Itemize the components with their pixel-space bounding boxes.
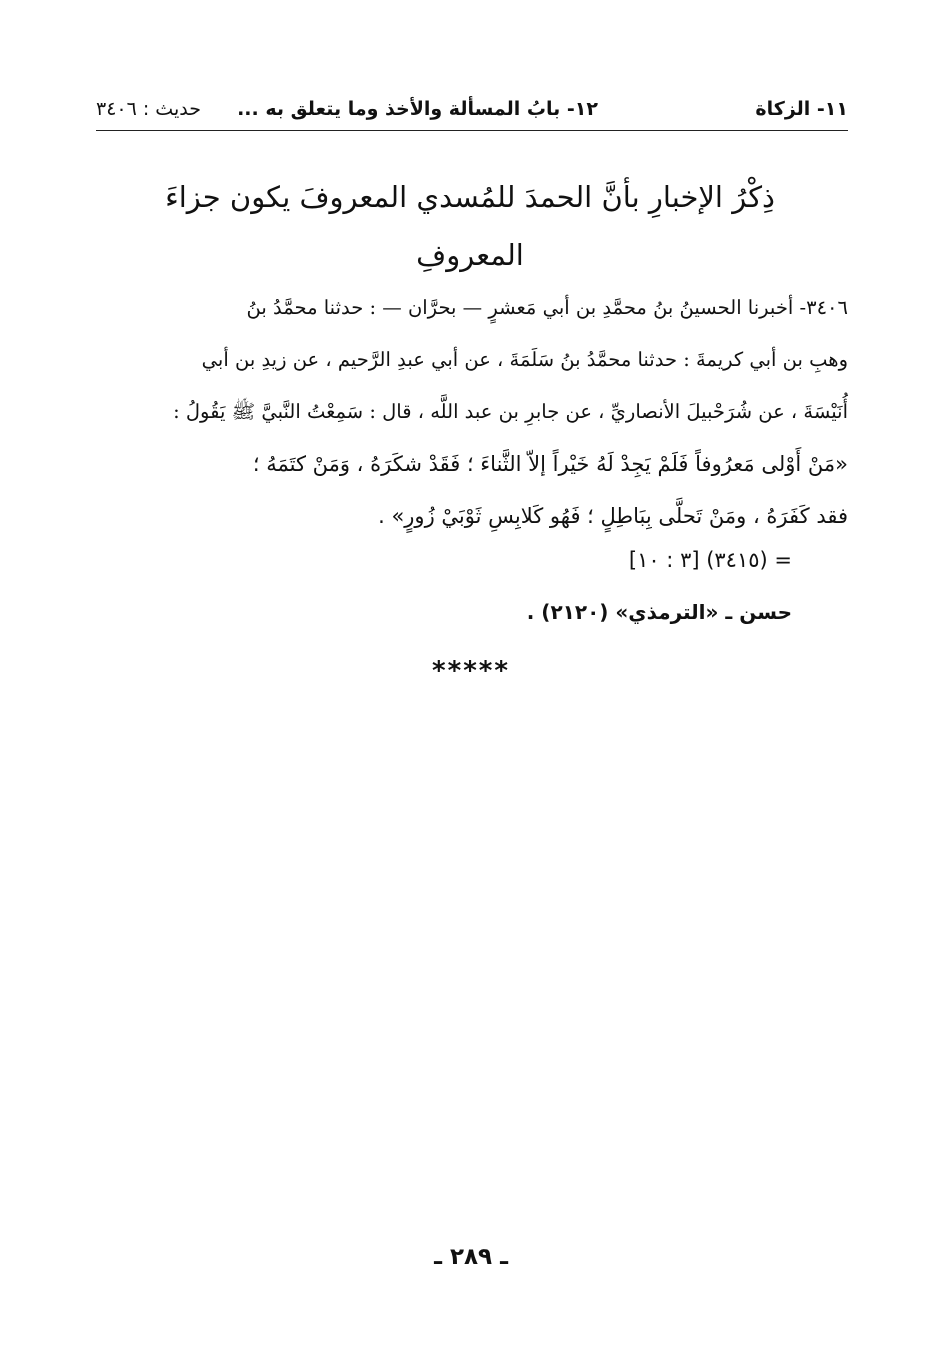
- body-line-4: «مَنْ أَوْلى مَعرُوفاً فَلَمْ يَجِدْ لَهُ خَيْراً إلاّ الثَّناءَ ؛ فَقَدْ شكَرَهُ ، وَمَنْ كتَمَهُ ؛: [252, 452, 848, 476]
- heading-line-2: المعروفِ: [416, 238, 524, 272]
- heading-line-1: ذِكْرُ الإخبارِ بأنَّ الحمدَ للمُسدي المعروفَ يكون جزاءَ: [165, 180, 775, 214]
- body-line-5: فقد كَفَرَهُ ، ومَنْ تَحلَّى بِبَاطِلٍ ؛ فَهُو كَلابِسِ ثَوْبَيْ زُورٍ» .: [378, 504, 848, 528]
- page-number: ـ ٢٨٩ ـ: [434, 1244, 508, 1270]
- body-line-1: ٣٤٠٦- أخبرنا الحسينُ بنُ محمَّدِ بن أبي مَعشرٍ — بحرَّان — : حدثنا محمَّدُ بنُ: [246, 296, 848, 319]
- body-line-3: أُنَيْسَةَ ، عن شُرَحْبيلَ الأنصاريِّ ، عن جابرِ بن عبد اللَّه ، قال : سَمِعْتُ النَّبيَّ ﷺ يَقُولُ :: [173, 400, 848, 423]
- hadith-text: [96, 282, 848, 542]
- hadith-grade: حسن ـ «الترمذي» (٢١٢٠) .: [526, 600, 792, 624]
- section-heading: [150, 168, 790, 284]
- chapter-title: ١٢- بابُ المسألة والأخذ وما يتعلق به ...: [237, 98, 598, 120]
- hadith-reference: حديث : ٣٤٠٦: [96, 98, 201, 120]
- cross-reference: = (٣٤١٥) [٣ : ١٠]: [628, 548, 792, 572]
- book-title: ١١- الزكاة: [755, 98, 848, 120]
- body-line-2: وهبِ بن أبي كريمةَ : حدثنا محمَّدُ بنُ سَلَمَةَ ، عن أبي عبدِ الرَّحيم ، عن زيدِ بن أبي: [201, 348, 848, 371]
- section-separator: *****: [432, 656, 510, 686]
- running-header: [96, 96, 848, 131]
